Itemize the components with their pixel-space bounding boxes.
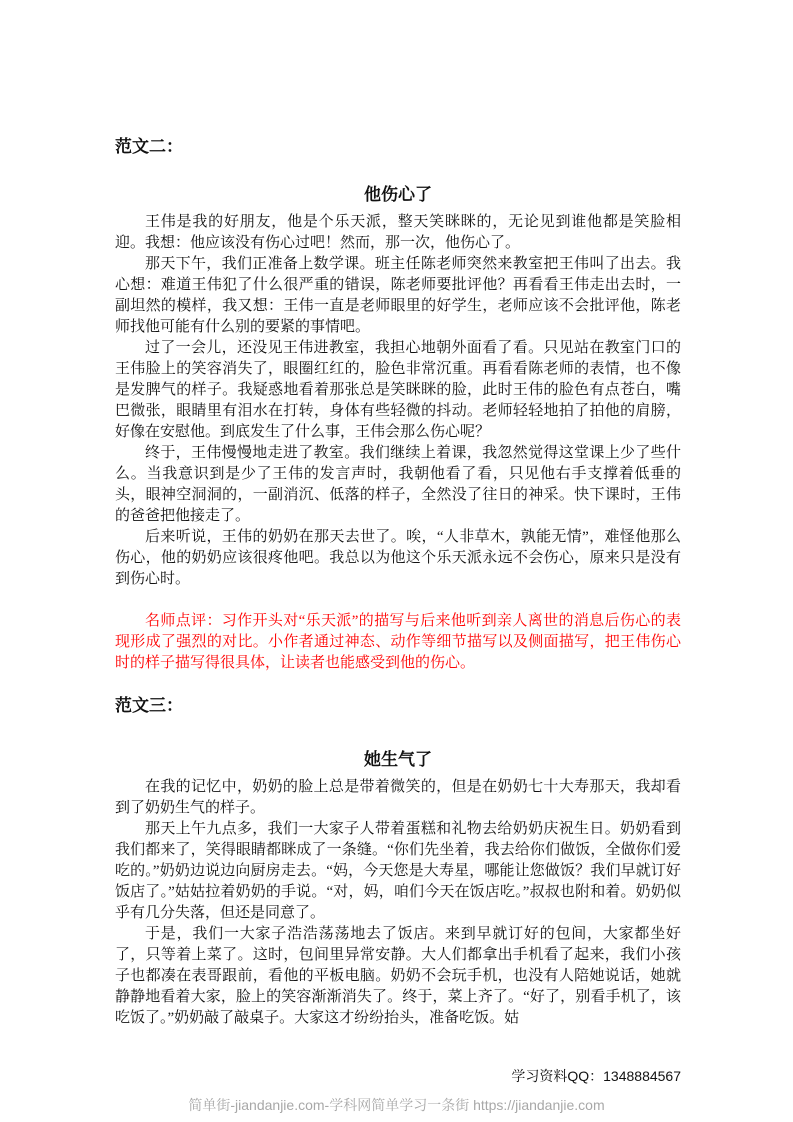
page-content — [115, 136, 681, 1029]
essay-title: 他伤心了 — [364, 185, 432, 204]
essay-paragraph: 于是，我们一大家子浩浩荡荡地去了饭店。来到早就订好的包间，大家都坐好了，只等着上菜了。这时，包间里异常安静。大人们都拿出手机看了起来，我们小孩子也都凑在表哥跟前，看他的平板电脑。奶奶不会玩手机，也没有人陪她说话，她就静静地看着大家，脸上的笑容渐渐消失了。终于，菜上齐了。“好了，别看手机了，该吃饭了。”奶奶敲了敲桌子。大家这才纷纷抬头，准备吃饭。姑 — [115, 926, 681, 1026]
essay-paragraph: 那天上午九点多，我们一大家子人带着蛋糕和礼物去给奶奶庆祝生日。奶奶看到我们都来了，笑得眼睛都眯成了一条缝。“你们先坐着，我去给你们做饭，全做你们爱吃的。”奶奶边说边向厨房走去。“妈，今天您是大寿星，哪能让您做饭？我们早就订好饭店了。”姑姑拉着奶奶的手说。“对，妈，咱们今天在饭店吃。”叔叔也附和着。奶奶似乎有几分失落，但还是同意了。 — [115, 821, 681, 921]
essay-paragraph: 王伟是我的好朋友，他是个乐天派，整天笑眯眯的，无论见到谁他都是笑脸相迎。我想：他应该没有伤心过吧！然而，那一次，他伤心了。 — [115, 214, 681, 251]
essay-paragraph: 后来听说，王伟的奶奶在那天去世了。唉，“人非草木，孰能无情”，难怪他那么伤心，他的奶奶应该很疼他吧。我总以为他这个乐天派永远不会伤心，原来只是没有到伤心时。 — [115, 529, 681, 587]
essay-paragraph: 那天下午，我们正准备上数学课。班主任陈老师突然来教室把王伟叫了出去。我心想：难道王伟犯了什么很严重的错误，陈老师要批评他？再看看王伟走出去时，一副坦然的模样，我又想：王伟一直是老师眼里的好学生，老师应该不会批评他，陈老师找他可能有什么别的要紧的事情吧。 — [115, 256, 681, 335]
section-label: 范文二： — [115, 137, 183, 156]
essay-paragraph: 终于，王伟慢慢地走进了教室。我们继续上着课，我忽然觉得这堂课上少了些什么。当我意识到是少了王伟的发言声时，我朝他看了看，只见他右手支撑着低垂的头，眼神空洞洞的，一副消沉、低落的样子，全然没了往日的神采。快下课时，王伟的爸爸把他接走了。 — [115, 445, 681, 524]
essay-title: 她生气了 — [364, 750, 432, 769]
site-watermark: 简单街-jiandanjie.com-学科网简单学习一条街 https://jiandanjie.com — [188, 1097, 605, 1113]
essay-section-2 — [115, 136, 681, 674]
essay-paragraph: 在我的记忆中，奶奶的脸上总是带着微笑的，但是在奶奶七十大寿那天，我却看到了奶奶生气的样子。 — [115, 779, 681, 816]
essay-section-3 — [115, 695, 681, 1029]
teacher-comment: 名师点评：习作开头对“乐天派”的描写与后来他听到亲人离世的消息后伤心的表现形成了强烈的对比。小作者通过神态、动作等细节描写以及侧面描写，把王伟伤心时的样子描写得很具体，让读者也能感受到他的伤心。 — [115, 613, 681, 671]
qq-contact-line: 学习资料QQ：1348884567 — [511, 1068, 681, 1084]
section-label: 范文三： — [115, 696, 183, 715]
essay-paragraph: 过了一会儿，还没见王伟进教室，我担心地朝外面看了看。只见站在教室门口的王伟脸上的笑容消失了，眼圈红红的，脸色非常沉重。再看看陈老师的表情，也不像是发脾气的样子。我疑惑地看着那张总是笑眯眯的脸，此时王伟的脸色有点苍白，嘴巴微张，眼睛里有泪水在打转，身体有些轻微的抖动。老师轻轻地拍了拍他的肩膀，好像在安慰他。到底发生了什么事，王伟会那么伤心呢？ — [115, 340, 681, 440]
